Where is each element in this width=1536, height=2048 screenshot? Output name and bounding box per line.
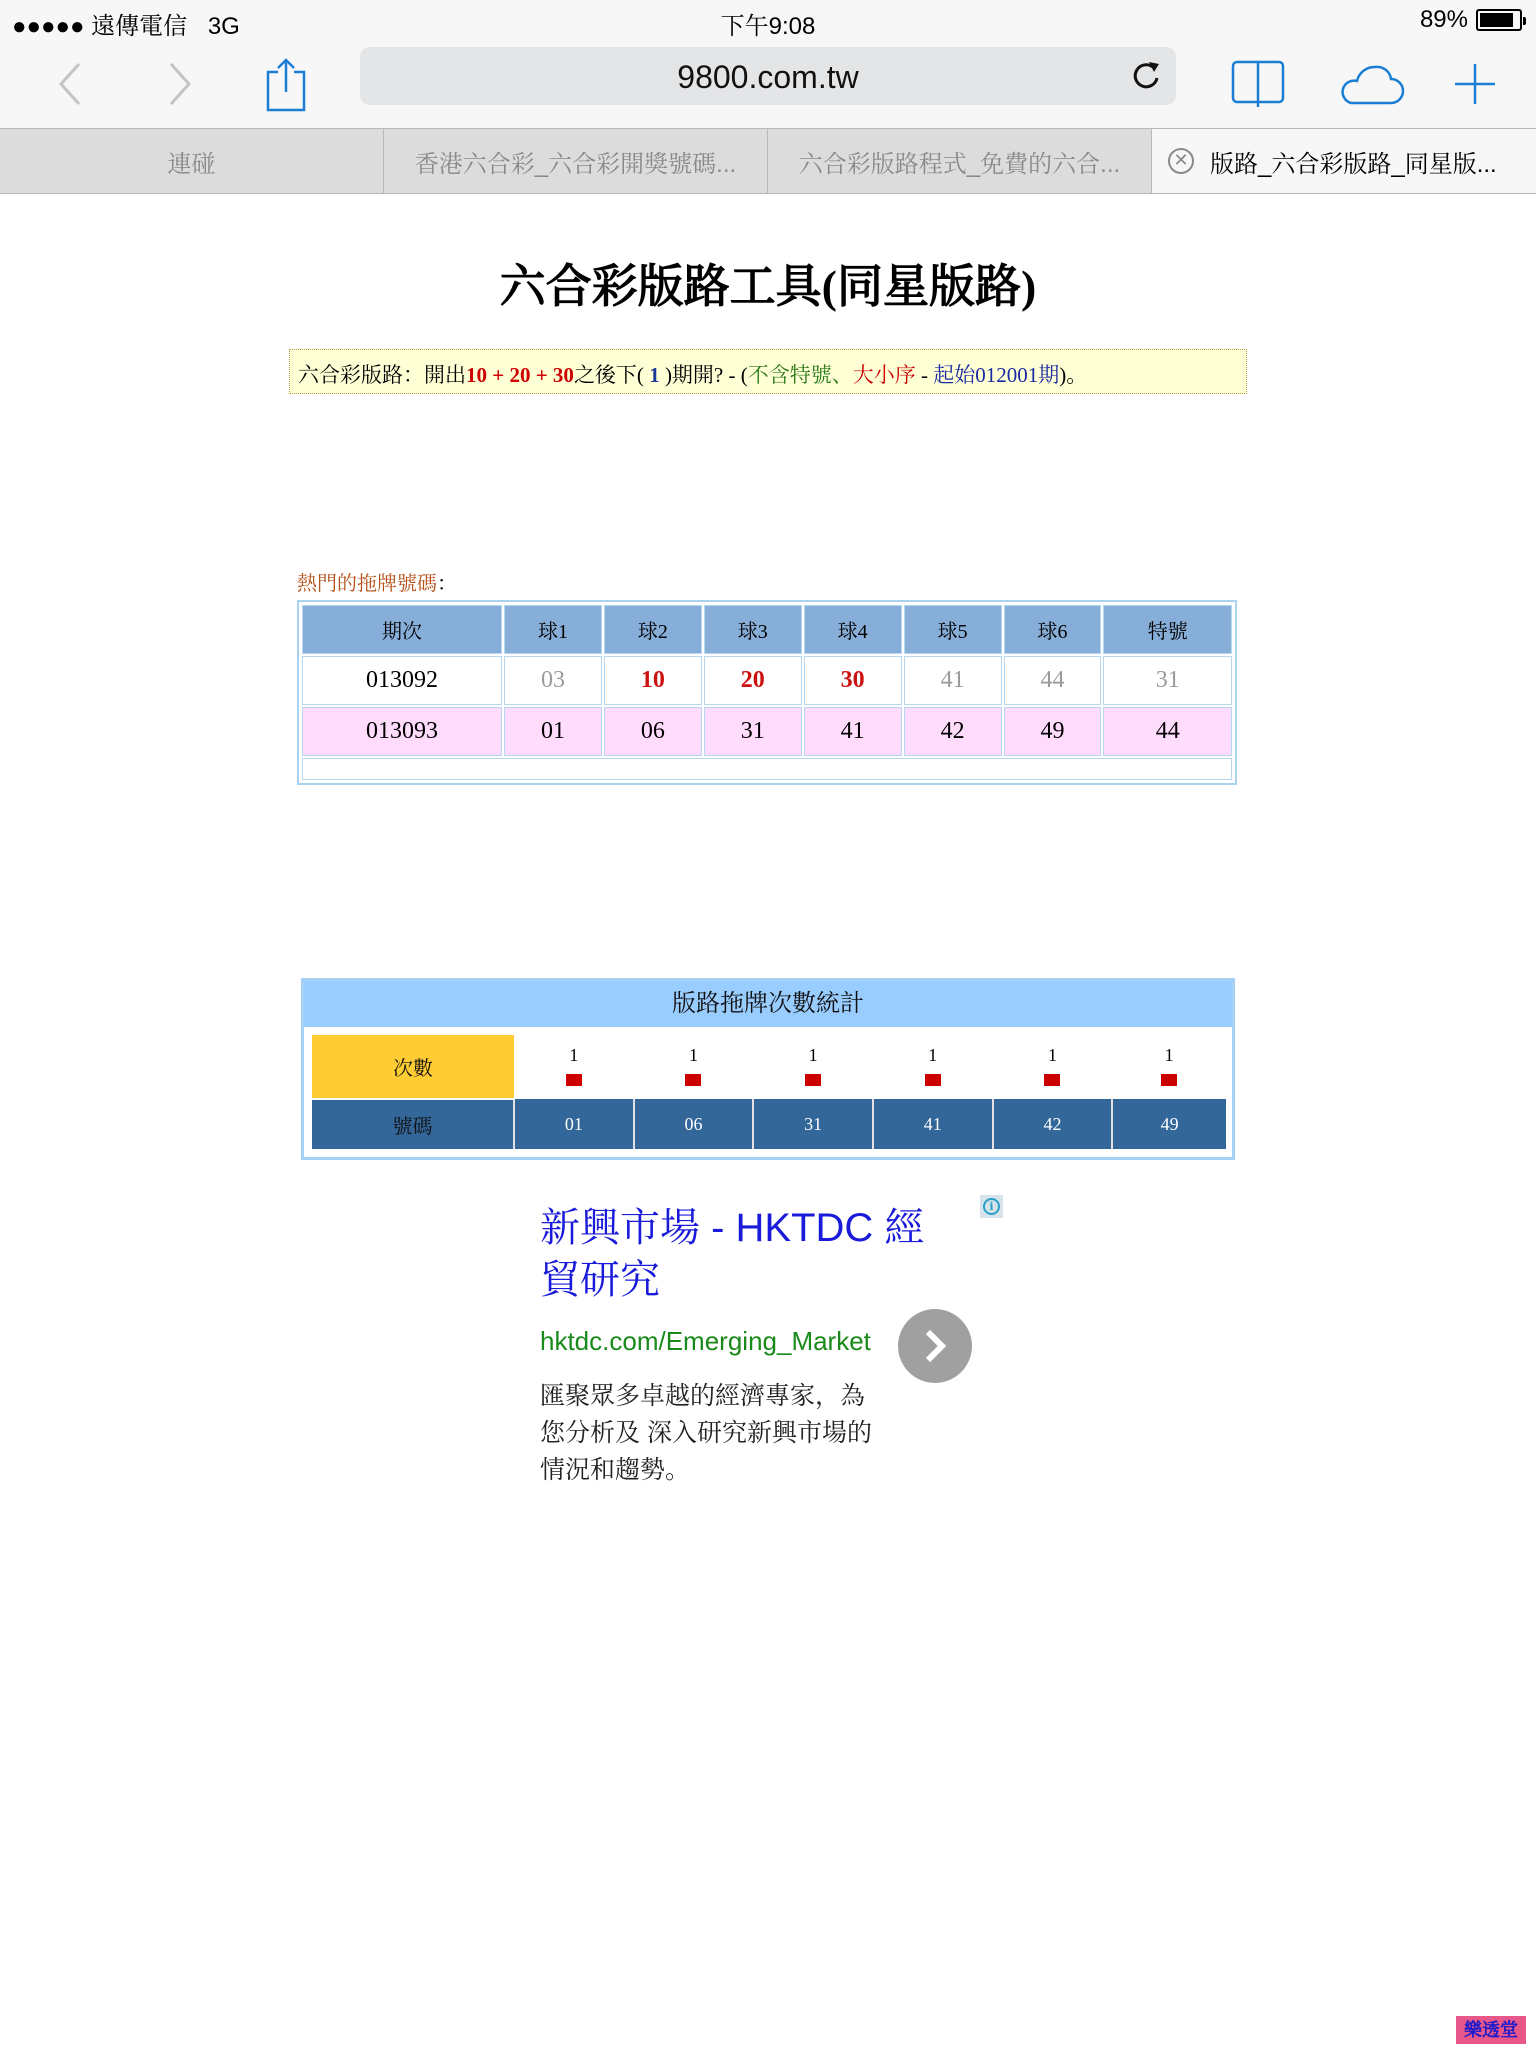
ball-cell: 41 <box>804 707 902 756</box>
tab-1[interactable] <box>0 129 384 193</box>
count-cell <box>514 1035 634 1099</box>
notice-mid2: )期開? - ( <box>664 363 748 387</box>
close-icon: ✕ <box>1173 150 1189 170</box>
page-title: 六合彩版路工具(同星版路) <box>499 261 1037 312</box>
table-header-row <box>302 605 1232 654</box>
url-text: 9800.com.tw <box>677 59 859 95</box>
number-row <box>312 1099 1226 1149</box>
book-icon <box>1230 59 1286 109</box>
ball-cell: 44 <box>1004 656 1102 705</box>
number-cell: 41 <box>873 1099 993 1149</box>
close-tab-button[interactable] <box>1168 148 1194 174</box>
period-cell: 013093 <box>302 707 502 756</box>
notice-prefix: 六合彩版路：開出 <box>298 363 466 387</box>
ball-cell: 41 <box>904 656 1002 705</box>
notice-suffix: )。 <box>1059 363 1088 387</box>
ball-cell: 31 <box>704 707 802 756</box>
reload-button[interactable] <box>1132 59 1162 96</box>
count-bar <box>685 1074 701 1086</box>
battery-icon <box>1476 9 1522 31</box>
count-cell <box>873 1035 993 1099</box>
address-bar[interactable] <box>360 47 1176 105</box>
count-label: 次數 <box>312 1035 514 1099</box>
battery-percent: 89% <box>1419 6 1468 33</box>
bookmarks-button[interactable] <box>1228 40 1288 128</box>
clock: 下午9:08 <box>720 13 816 40</box>
count-bar <box>805 1074 821 1086</box>
count-value: 1 <box>1164 1045 1174 1065</box>
ad-body: 匯聚眾多卓越的經濟專家，為您分析及 深入研究新興市場的情況和趨勢。 <box>540 1382 872 1484</box>
tab-label: 版路_六合彩版路_同星版... <box>1210 150 1497 178</box>
notice-exclude-special: 不含特號、 <box>747 363 853 387</box>
browser-toolbar <box>0 40 1536 128</box>
count-value: 1 <box>1047 1045 1057 1065</box>
ball-cell: 03 <box>504 656 602 705</box>
ball-cell-hit: 10 <box>604 656 702 705</box>
ball-cell-hit: 30 <box>804 656 902 705</box>
ball-cell-hit: 20 <box>704 656 802 705</box>
number-cell: 42 <box>993 1099 1113 1149</box>
draw-results-table <box>297 600 1237 785</box>
header-ball-4: 球4 <box>804 605 902 654</box>
number-cell: 49 <box>1112 1099 1226 1149</box>
plus-icon <box>1453 62 1497 106</box>
count-bar <box>566 1074 582 1086</box>
ball-cell: 49 <box>1004 707 1102 756</box>
count-value: 1 <box>688 1045 698 1065</box>
count-bar <box>1044 1074 1060 1086</box>
empty-row <box>302 758 1232 780</box>
count-value: 1 <box>928 1045 938 1065</box>
notice-order: 大小序 <box>852 363 916 387</box>
tab-label: 六合彩版路程式_免費的六合... <box>798 150 1121 178</box>
carrier-name: ●●●●● 遠傳電信 <box>12 13 188 40</box>
count-cell <box>1112 1035 1226 1099</box>
tab-label: 香港六合彩_六合彩開獎號碼... <box>414 150 737 178</box>
ad-info-button[interactable] <box>980 1195 1003 1218</box>
number-cell: 31 <box>753 1099 873 1149</box>
table-row <box>302 707 1232 756</box>
ball-cell: 01 <box>504 707 602 756</box>
ball-cell: 06 <box>604 707 702 756</box>
notice-start: 起始012001期 <box>933 363 1060 387</box>
number-cell: 01 <box>514 1099 634 1149</box>
special-cell: 31 <box>1103 656 1232 705</box>
hot-label-colon: ： <box>437 573 457 595</box>
chevron-left-icon <box>57 62 83 106</box>
count-row <box>312 1035 1226 1099</box>
table-row <box>302 656 1232 705</box>
forward-button[interactable] <box>160 40 200 128</box>
tab-2[interactable] <box>384 129 768 193</box>
period-cell: 013092 <box>302 656 502 705</box>
ad-headline[interactable]: 新興市場 - HKTDC 經貿研究 <box>540 1206 925 1302</box>
tab-3[interactable] <box>768 129 1152 193</box>
reload-icon <box>1132 59 1162 91</box>
count-cell <box>993 1035 1113 1099</box>
number-cell: 06 <box>634 1099 754 1149</box>
header-ball-5: 球5 <box>904 605 1002 654</box>
share-icon <box>264 56 308 112</box>
status-bar <box>0 0 1536 40</box>
chevron-right-icon <box>920 1326 950 1366</box>
header-ball-1: 球1 <box>504 605 602 654</box>
share-button[interactable] <box>262 40 310 128</box>
cloud-icon <box>1335 61 1405 107</box>
count-value: 1 <box>808 1045 818 1065</box>
number-label: 號碼 <box>312 1099 514 1149</box>
notice-numbers: 10 + 20 + 30 <box>466 363 574 387</box>
header-special: 特號 <box>1103 605 1232 654</box>
icloud-tabs-button[interactable] <box>1334 40 1406 128</box>
count-cell <box>753 1035 873 1099</box>
chevron-right-icon <box>167 62 193 106</box>
tab-label: 連碰 <box>167 150 216 178</box>
rule-notice <box>289 349 1247 394</box>
count-bar <box>1161 1074 1177 1086</box>
hot-label-text: 熱門的拖牌號碼 <box>297 573 437 595</box>
notice-dash: - <box>915 363 934 387</box>
count-value: 1 <box>569 1045 579 1065</box>
stats-title: 版路拖牌次數統計 <box>304 981 1232 1027</box>
ad-unit[interactable] <box>520 1190 1020 1510</box>
count-cell <box>634 1035 754 1099</box>
tab-4-active[interactable] <box>1152 129 1536 193</box>
header-period: 期次 <box>302 605 502 654</box>
network-type: 3G <box>207 13 240 40</box>
header-ball-2: 球2 <box>604 605 702 654</box>
special-cell: 44 <box>1103 707 1232 756</box>
ad-display-url[interactable]: hktdc.com/Emerging_Market <box>540 1326 871 1356</box>
back-button[interactable] <box>50 40 90 128</box>
info-icon: i <box>983 1198 1000 1215</box>
notice-mid1: 之後下( <box>573 363 644 387</box>
hot-numbers-label <box>297 567 457 596</box>
site-badge[interactable]: 樂透堂 <box>1456 2016 1526 2044</box>
battery-status <box>1420 6 1522 34</box>
notice-periods: 1 <box>643 363 665 387</box>
tab-bar <box>0 128 1536 194</box>
header-ball-3: 球3 <box>704 605 802 654</box>
header-ball-6: 球6 <box>1004 605 1102 654</box>
ball-cell: 42 <box>904 707 1002 756</box>
new-tab-button[interactable] <box>1452 40 1498 128</box>
count-bar <box>925 1074 941 1086</box>
ad-go-button[interactable] <box>898 1309 972 1383</box>
stats-panel <box>301 978 1235 1160</box>
